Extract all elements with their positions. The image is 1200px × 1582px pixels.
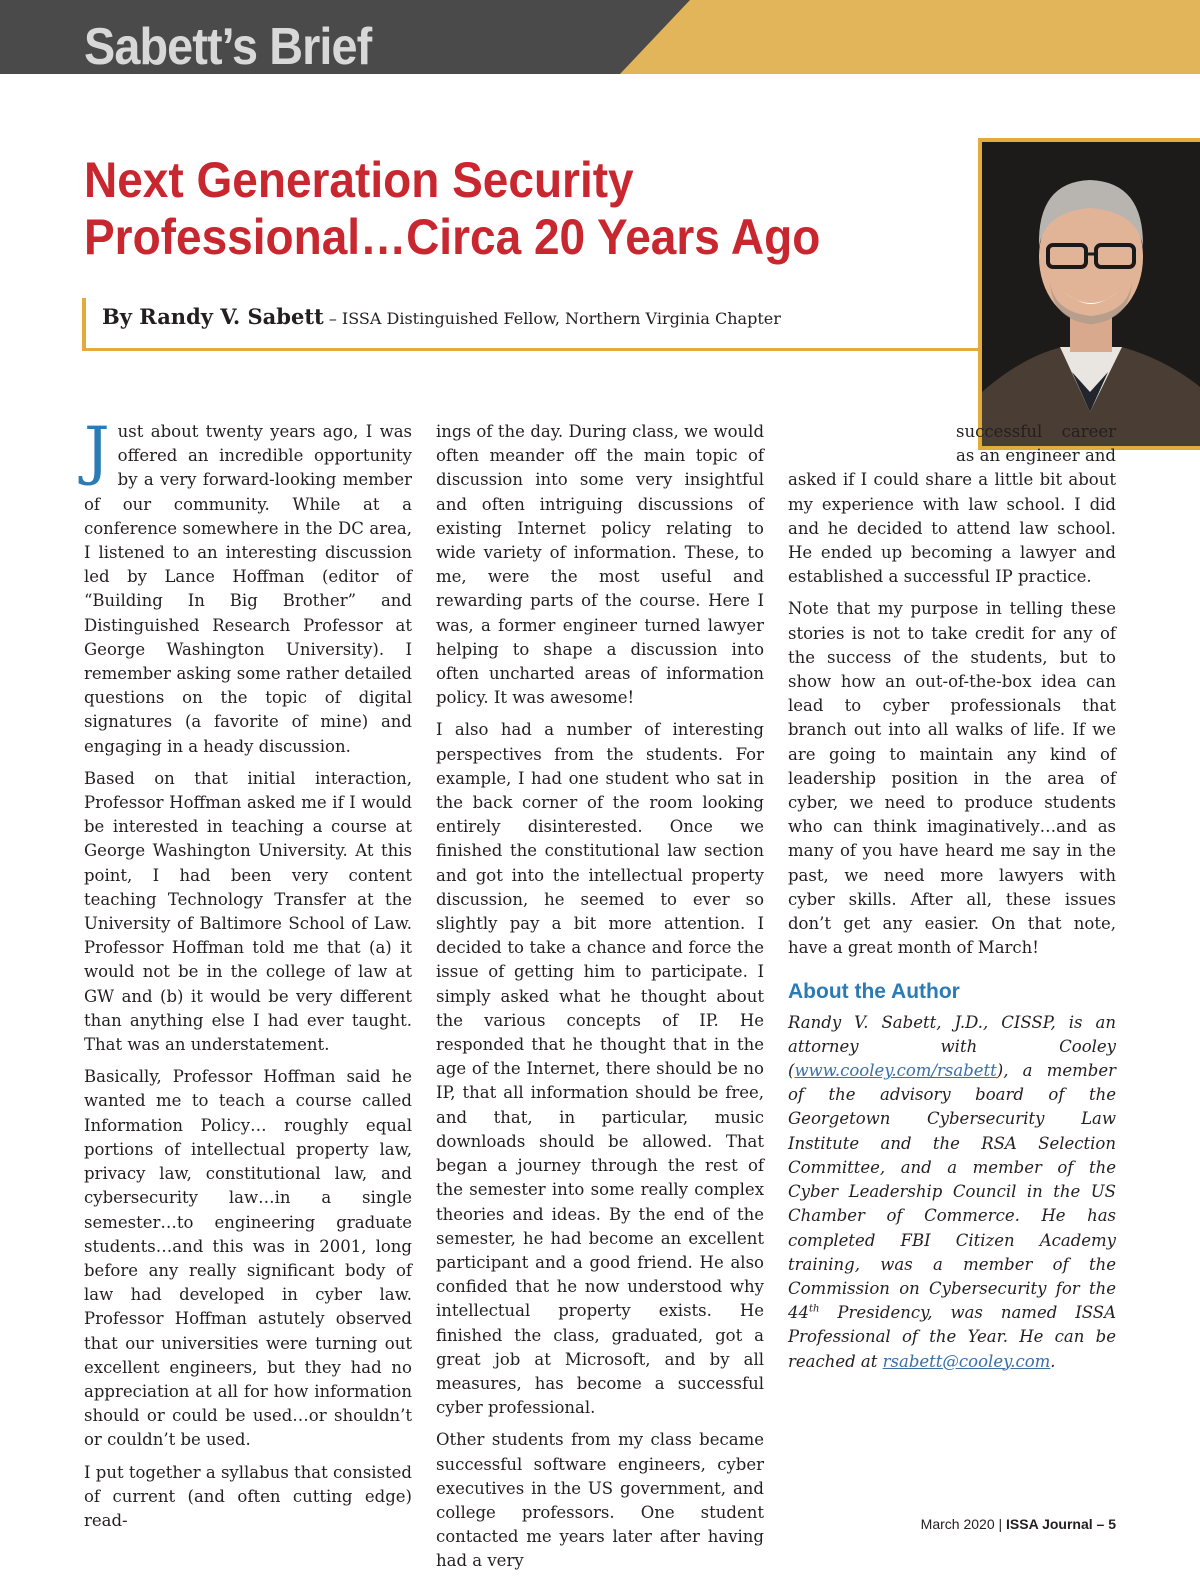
cooley-profile-link[interactable]: www.cooley.com/rsabett	[794, 1061, 997, 1081]
byline	[102, 304, 781, 329]
paragraph: ings of the day. During class, we would often meander off the main topic of discussion into some very insightful and often intriguing discussions of existing Internet policy relating to wide variety of information. These, to me, were the most useful and rewarding parts of the course. Here I was, a former engineer turned lawyer helping to shape a discussion into often uncharted areas of information policy. It was awesome!	[436, 422, 764, 708]
paragraph-text: successful career as an engineer and asked if I could share a little bit about my experience with law school. I did and he decided to attend law school. He ended up becoming a lawyer and established a successful IP practice.	[788, 422, 1116, 587]
portrait-illustration	[982, 142, 1200, 446]
author-photo	[978, 138, 1200, 450]
paragraph: Note that my purpose in telling these stories is not to take credit for any of the success of the students, but to show how an out-of-the-box idea can lead to cyber professionals that branch out into all walks of life. If we are going to maintain any kind of leadership position in the area of cyber, we need to produce students who can think imaginatively…and as many of you have heard me say in the past, we need more lawyers with cyber skills. After all, these issues don’t get any easier. On that note, have a great month of March!	[788, 599, 1116, 958]
page-footer	[921, 1516, 1116, 1532]
paragraph: I also had a number of interesting perspectives from the students. For example, I had one student who sat in the back corner of the room looking entirely disinterested. Once we finished the constitutional law section and got into the intellectual property discussion, he seemed to ever so slightly pay a bit more attention. I decided to take a chance and force the issue of getting him to participate. I simply asked what he thought about the various concepts of IP. He responded that he thought that in the age of the Internet, there should be no IP, that all information should be free, and that, in particular, music downloads should be allowed. That began a journey through the rest of the semester into some really complex theories and ideas. By the end of the semester, he had become an excellent participant and a good friend. He also confided that he now understood why intellectual property exists. He finished the class, graduated, got a great job at Microsoft, and by all measures, has become a successful cyber professional.	[436, 720, 764, 1418]
paragraph: Basically, Professor Hoffman said he wanted me to teach a course called Information Policy… roughly equal portions of intellectual property law, privacy law, constitutional law, and cybersecurity law…in a single semester…to engineering graduate students…and this was in 2001, long before any really significant body of law had developed in cyber law. Professor Hoffman astutely observed that our universities were turning out excellent engineers, but they had no appreciation at all for how information should or could be used…or shouldn’t or couldn’t be used.	[84, 1067, 412, 1450]
column-2	[436, 420, 764, 1582]
about-author-heading: About the Author	[788, 980, 960, 1004]
column-title: Sabett’s Brief	[84, 18, 372, 76]
photo-wrap-space	[788, 420, 956, 468]
author-bio	[788, 1011, 1116, 1374]
paragraph-text: ust about twenty years ago, I was offered an incredible opportunity by a very forward-looking member of our community. While at a conference somewhere in the DC area, I listened to an interesting discussion led by Lance Hoffman (editor of “Building In Big Brother” and Distinguished Research Professor at George Washington University). I remember asking some rather detailed questions on the topic of digital signatures (a favorite of mine) and engaging in a heady discussion.	[84, 422, 412, 756]
bio-text: Presidency, was named ISSA Professional of the Year. He can be reached at	[788, 1303, 1116, 1371]
paragraph	[788, 420, 1116, 589]
header-banner	[0, 0, 1200, 74]
paragraph: I put together a syllabus that consisted of current (and often cutting edge) read-	[84, 1462, 412, 1530]
headline-line-2: Professional…Circa 20 Years Ago	[84, 209, 821, 265]
bio-text: .	[1050, 1351, 1056, 1371]
article-headline	[84, 152, 894, 266]
ordinal-suffix: th	[809, 1303, 820, 1315]
footer-journal: ISSA Journal – 5	[1006, 1516, 1116, 1532]
drop-cap: J	[84, 414, 110, 488]
bio-text: Randy V. Sabett, J.D., CISSP, is an attorney with Cooley (	[788, 1012, 1116, 1081]
paragraph: Based on that initial interaction, Professor Hoffman asked me if I would be interested in teaching a course at George Washington University. At this point, I had been very content teaching Technology Transfer at the University of Baltimore School of Law. Professor Hoffman told me that (a) it would not be in the college of law at GW and (b) it would be very different than anything else I had ever taught. That was an understatement.	[84, 768, 412, 1055]
paragraph	[84, 414, 412, 759]
paragraph: Other students from my class became successful software engineers, cyber executives in the US government, and college professors. One student contacted me years later after having had a very	[436, 1430, 764, 1571]
bio-text: ), a member of the advisory board of the Georgetown Cybersecurity Law Institute and the RSA Selection Committee, and a member of the Cyber Leadership Council in the US Chamber of Commerce. He has completed FBI Citizen Academy training, was a member of the Commission on Cybersecurity for the 44	[788, 1061, 1116, 1323]
column-3	[788, 420, 1116, 1382]
byline-bar	[82, 298, 986, 351]
author-photo-image	[982, 142, 1200, 446]
email-link[interactable]: rsabett@cooley.com	[882, 1351, 1051, 1371]
byline-author: By Randy V. Sabett	[102, 304, 324, 329]
column-1	[84, 414, 412, 1541]
footer-date: March 2020 |	[920, 1516, 1007, 1532]
headline-line-1: Next Generation Security	[84, 152, 634, 208]
byline-role: – ISSA Distinguished Fellow, Northern Virginia Chapter	[323, 309, 781, 328]
